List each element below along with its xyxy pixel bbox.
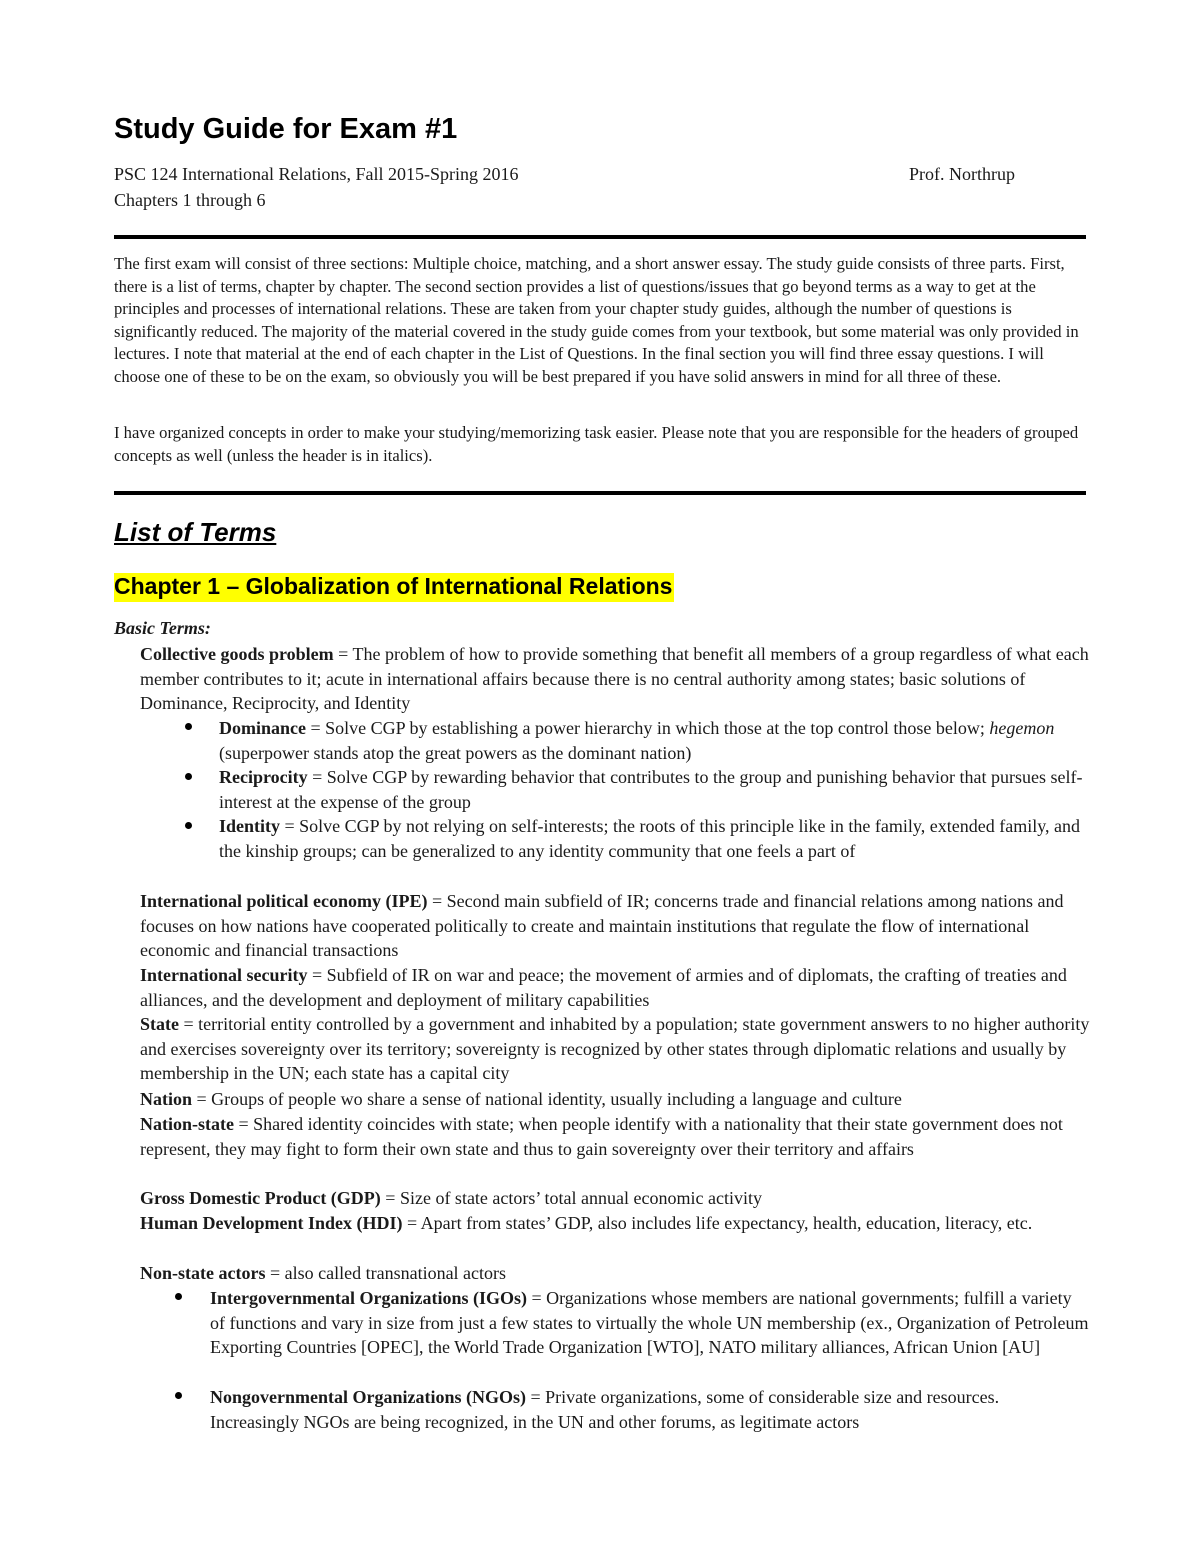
- term-entry: [219, 765, 1089, 814]
- term-entry: [140, 642, 1090, 716]
- term-name: International security: [140, 965, 308, 985]
- term-entry: [140, 963, 1090, 1012]
- term-entry: [210, 1286, 1090, 1360]
- term-definition: = Shared identity coincides with state; when people identify with a nationality that their state government does not represent, they may fight to form their own state and thus to gain sovereignty over their territory and affairs: [140, 1114, 1063, 1159]
- term-entry: [140, 1261, 1090, 1286]
- term-name: Nation-state: [140, 1114, 234, 1134]
- chapter-heading: Chapter 1 – Globalization of International Relations: [114, 573, 674, 602]
- term-name: Gross Domestic Product (GDP): [140, 1188, 381, 1208]
- term-entry: [140, 1087, 1090, 1112]
- term-definition: = Size of state actors’ total annual economic activity: [380, 1188, 762, 1208]
- term-definition: = Solve CGP by rewarding behavior that contributes to the group and punishing behavior that pursues self-interest at the expense of the group: [219, 767, 1083, 812]
- term-definition: = Apart from states’ GDP, also includes life expectancy, health, education, literacy, etc.: [402, 1213, 1033, 1233]
- intro-paragraph: I have organized concepts in order to make your studying/memorizing task easier. Please note that you are responsible for the headers of grouped concepts as well (unless the header is in italics).: [114, 423, 1079, 465]
- term-name: State: [140, 1014, 179, 1034]
- term-definition: = territorial entity controlled by a government and inhabited by a population; state government answers to no higher authority and exercises sovereignty over its territory; sovereignty is recognized by other states through diplomatic relations and usually by membership in the UN; each state has a capital city: [140, 1014, 1090, 1084]
- term-definition: = Subfield of IR on war and peace; the movement of armies and of diplomats, the crafting of treaties and alliances, and the development and deployment of military capabilities: [140, 965, 1067, 1010]
- term-entry: [219, 716, 1089, 765]
- term-definition: = also called transnational actors: [265, 1263, 507, 1283]
- course-line: PSC 124 International Relations, Fall 2015-Spring 2016: [114, 164, 519, 184]
- term-entry: [140, 1186, 1090, 1211]
- intro-paragraph: The first exam will consist of three sections: Multiple choice, matching, and a short answer essay. The study guide consists of three parts. First, there is a list of terms, chapter by chapter. The second section provides a list of questions/issues that go beyond terms as a way to get at the principles and processes of international relations. These are taken from your chapter study guides, although the number of questions is significantly reduced. The majority of the material covered in the study guide comes from your textbook, but some material was only provided in lectures. I note that material at the end of each chapter in the List of Questions. In the final section you will find three essay questions. I will choose one of these to be on the exam, so obviously you will be best prepared if you have solid answers in mind for all three of these.: [114, 254, 1079, 386]
- term-name: Intergovernmental Organizations (IGOs): [210, 1288, 527, 1308]
- subheading: Basic Terms:: [114, 618, 211, 638]
- term-entry: [140, 1012, 1090, 1086]
- term-name: Nation: [140, 1089, 193, 1109]
- term-entry: [219, 814, 1089, 863]
- bullet-icon: [175, 1392, 182, 1399]
- bullet-icon: [185, 723, 192, 730]
- term-name: Identity: [219, 816, 281, 836]
- bullet-icon: [185, 773, 192, 780]
- term-name: Nongovernmental Organizations (NGOs): [210, 1387, 526, 1407]
- top-divider: [114, 235, 1086, 239]
- term-name: Human Development Index (HDI): [140, 1213, 403, 1233]
- term-name: International political economy (IPE): [140, 891, 428, 911]
- bottom-divider: [114, 491, 1086, 495]
- term-definition: = Second main subfield of IR; concerns trade and financial relations among nations and focuses on how nations have cooperated politically to create and maintain institutions that regulate the flow of international economic and financial transactions: [140, 891, 1064, 961]
- term-definition: = Private organizations, some of considerable size and resources. Increasingly NGOs are being recognized, in the UN and other forums, as legitimate actors: [210, 1387, 1000, 1432]
- term-name: Reciprocity: [219, 767, 308, 787]
- term-definition: = Groups of people wo share a sense of national identity, usually including a language and culture: [192, 1089, 902, 1109]
- term-definition: = The problem of how to provide something that benefit all members of a group regardless of what each member contributes to it; acute in international affairs because there is no central authority among states; basic solutions of Dominance, Reciprocity, and Identity: [140, 644, 1089, 714]
- term-entry: [140, 1211, 1090, 1236]
- term-definition: = Solve CGP by establishing a power hierarchy in which those at the top control those below;: [306, 718, 990, 738]
- term-definition: (superpower stands atop the great powers as the dominant nation): [219, 742, 692, 763]
- term-entry: [140, 1112, 1090, 1161]
- term-name: Non-state actors: [140, 1263, 266, 1283]
- document-title: Study Guide for Exam #1: [114, 113, 458, 145]
- section-title: List of Terms: [114, 517, 277, 547]
- term-definition: = Organizations whose members are national governments; fulfill a variety of functions and vary in size from just a few states to virtually the whole UN membership (ex., Organization of Petroleum Exporting Countries [OPEC], the World Trade Organization [WTO], NATO military alliances, African Union [AU]: [210, 1288, 1089, 1358]
- term-name: Dominance: [219, 718, 306, 738]
- bullet-icon: [185, 822, 192, 829]
- professor-name: Prof. Northrup: [909, 164, 1015, 184]
- term-italic: hegemon: [989, 718, 1055, 738]
- term-entry: [140, 889, 1090, 963]
- term-name: Collective goods problem: [140, 644, 334, 664]
- term-definition: = Solve CGP by not relying on self-interests; the roots of this principle like in the family, extended family, and the kinship groups; can be generalized to any identity community that one feels a part of: [219, 816, 1081, 861]
- bullet-icon: [175, 1293, 182, 1300]
- chapters-line: Chapters 1 through 6: [114, 190, 266, 210]
- term-entry: [210, 1385, 1090, 1434]
